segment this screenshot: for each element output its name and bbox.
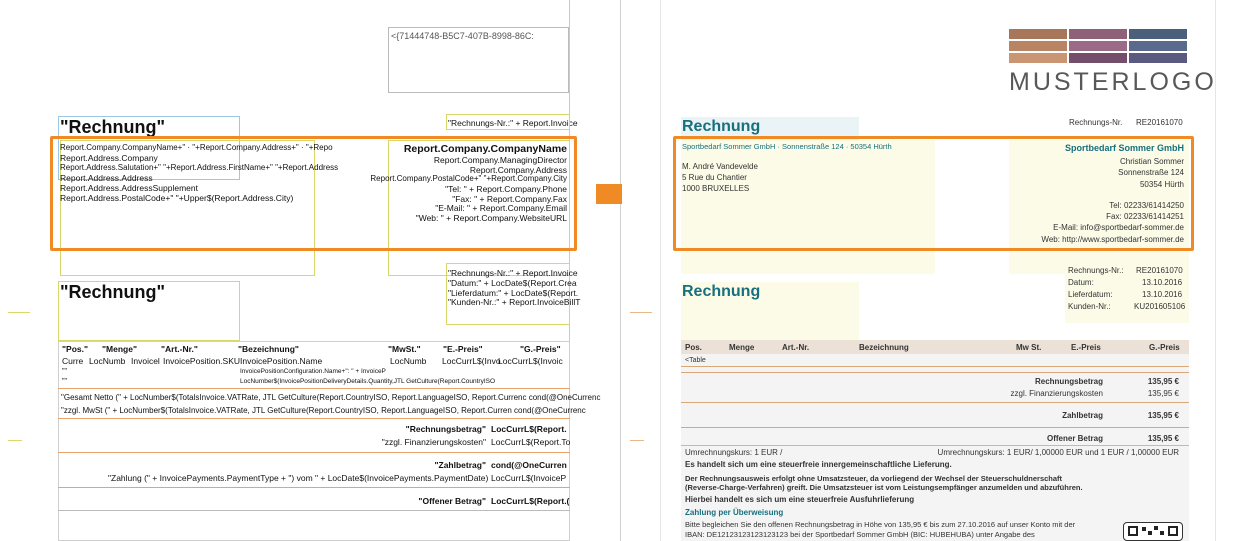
logo-guid-text: <{71444748-B5C7-407B-8998-86C:	[391, 31, 534, 41]
table-header-cell: Menge	[729, 343, 755, 352]
invoice-number-value: RE20161070	[1136, 118, 1183, 127]
company-line[interactable]: "E-Mail: " + Report.Company.Email	[435, 203, 567, 213]
exchange-rate-left: Umrechnungskurs: 1 EUR /	[685, 448, 783, 457]
table-header-cell: E.-Preis	[1071, 343, 1101, 352]
table-cell[interactable]: ""	[62, 368, 67, 375]
preview-page[interactable]	[660, 0, 1216, 541]
company-line: Fax: 02233/61414251	[1106, 212, 1184, 221]
meta-line[interactable]: "Lieferdatum:" + LocDate$(Report.	[448, 288, 579, 298]
table-divider	[58, 510, 570, 511]
invoice-number-label: Rechnungs-Nr.	[1069, 118, 1123, 127]
table-header-cell[interactable]: "E.-Preis"	[443, 344, 483, 354]
table-divider	[681, 445, 1189, 446]
rechnungsbetrag-value-expression[interactable]: LocCurrL$(Report.	[491, 424, 567, 434]
layout-pane[interactable]	[0, 0, 621, 541]
mwst-expression[interactable]: "zzgl. MwSt (" + LocNumber$(TotalsInvoice.VATRate, JTL GetCulture(Report.CountryISO, Report.LanguageISO, Report.Curren cond(@OneCurrenc	[61, 406, 586, 415]
table-divider	[681, 366, 1189, 367]
table-header-cell[interactable]: "Pos."	[62, 344, 89, 354]
company-line[interactable]: "Web: " + Report.Company.WebsiteURL	[415, 213, 567, 223]
offener-betrag-label: Offener Betrag	[1046, 434, 1103, 443]
company-line[interactable]: "Fax: " + Report.Company.Fax	[452, 194, 567, 204]
table-header-cell: Pos.	[685, 343, 702, 352]
invoice-heading: Rechnung	[682, 118, 761, 135]
table-sub-line[interactable]: LocNumber$(InvoicePositionDeliveryDetails.Quantity,JTL GetCulture(Report.CountryISO	[240, 378, 496, 385]
table-header-row	[681, 340, 1189, 354]
title-expression-1[interactable]: "Rechnung"	[60, 117, 166, 137]
table-header-cell: Mw St.	[1016, 343, 1042, 352]
meta-value: 13.10.2016	[1142, 278, 1183, 287]
netto-expression[interactable]: "Gesamt Netto (" + LocNumber$(TotalsInvoice.VATRate, JTL GetCulture(Report.CountryISO, Report.LanguageISO, Report.Currenc cond(@OneCurrenc	[61, 393, 601, 402]
address-line[interactable]: Report.Address.Salutation+" "+Report.Address.FirstName+" "+Report.Address	[60, 163, 339, 172]
title-expression-2[interactable]: "Rechnung"	[60, 282, 166, 302]
table-sub-line[interactable]: InvoicePositionConfiguration.Name+": " + InvoiceP	[240, 368, 386, 375]
table-placeholder: <Table	[685, 357, 706, 364]
ruler-marker	[8, 440, 22, 441]
zahlbetrag-value: 135,95 €	[1147, 411, 1179, 420]
tax-note-1: Es handelt sich um eine steuerfreie innergemeinschaftliche Lieferung.	[685, 460, 952, 469]
meta-value: KU201605106	[1134, 302, 1186, 311]
table-cell[interactable]: InvoicePosition.SKU	[163, 356, 241, 366]
table-header-cell[interactable]: "Bezeichnung"	[238, 344, 299, 354]
address-line[interactable]: Report.Address.Company	[60, 153, 158, 163]
zahlbetrag-value-expression[interactable]: cond(@OneCurren	[491, 460, 567, 470]
offener-betrag-value-expression[interactable]: LocCurrL$(Report.(	[491, 496, 570, 506]
meta-label: Kunden-Nr.:	[1068, 302, 1111, 311]
finanzierung-value: 135,95 €	[1147, 389, 1179, 398]
rechnungsbetrag-expression[interactable]: "Rechnungsbetrag"	[405, 424, 486, 434]
table-cell[interactable]: LocCurrL$(Invo	[442, 356, 501, 366]
table-cell[interactable]: LocNumb	[390, 356, 427, 366]
finanzierung-expression[interactable]: "zzgl. Finanzierungskosten"	[381, 437, 486, 447]
table-cell[interactable]: LocCurrL$(Invoic	[498, 356, 563, 366]
payment-expression[interactable]: "Zahlung (" + InvoicePayments.PaymentType + ") vom " + LocDate$(InvoicePayments.PaymentDate)	[108, 473, 489, 483]
meta-label: Lieferdatum:	[1068, 290, 1113, 299]
company-line[interactable]: Report.Company.Address	[469, 165, 567, 175]
table-cell[interactable]: LocNumb	[89, 356, 126, 366]
table-divider	[681, 372, 1189, 373]
invoice-heading-2: Rechnung	[682, 283, 761, 300]
payment-text-2: IBAN: DE12123123123123123 bei der Sportbedarf Sommer GmbH (BIC: HUBEHUBA) unter Angabe des	[685, 530, 1035, 539]
table-cell[interactable]: InvoicePosition.Name	[240, 356, 323, 366]
company-line: Tel: 02233/61414250	[1109, 201, 1184, 210]
ruler-marker	[630, 312, 652, 313]
company-line[interactable]: Report.Company.PostalCode+" "+Report.Company.City	[370, 174, 567, 183]
table-cell[interactable]: Curre	[62, 356, 84, 366]
address-line[interactable]: Report.Company.CompanyName+" · "+Report.Company.Address+" · "+Repo	[60, 143, 333, 152]
title-frame-2[interactable]	[58, 281, 240, 341]
table-cell[interactable]: ""	[62, 378, 67, 385]
meta-value: RE20161070	[1136, 266, 1183, 275]
meta-label: Rechnungs-Nr.:	[1068, 266, 1124, 275]
meta-line[interactable]: "Rechnungs-Nr.:" + Report.Invoice	[448, 268, 578, 278]
table-divider	[681, 402, 1189, 403]
offener-betrag-value: 135,95 €	[1147, 434, 1179, 443]
address-line[interactable]: Report.Address.PostalCode+" "+Upper$(Report.Address.City)	[60, 193, 294, 203]
meta-value: 13.10.2016	[1142, 290, 1183, 299]
zahlbetrag-expression[interactable]: "Zahlbetrag"	[434, 460, 486, 470]
table-divider	[58, 418, 570, 419]
company-line: E-Mail: info@sportbedarf-sommer.de	[1053, 223, 1184, 232]
finanzierung-label: zzgl. Finanzierungskosten	[1010, 389, 1103, 398]
tax-note-2b: (Reverse-Charge-Verfahren) greift. Die Umsatzsteuer ist vom Leistungsempfänger anzumelden und abzuführen.	[685, 483, 1083, 492]
logo-placeholder-box[interactable]	[388, 27, 569, 93]
sender-line: Sportbedarf Sommer GmbH · Sonnenstraße 124 · 50354 Hürth	[682, 142, 892, 151]
meta-line[interactable]: "Datum:" + LocDate$(Report.Crea	[448, 278, 577, 288]
offener-betrag-expression[interactable]: "Offener Betrag"	[418, 496, 486, 506]
highlight-frame-layout	[50, 136, 577, 251]
tax-note-3: Hierbei handelt es sich um eine steuerfreie Ausfuhrlieferung	[685, 495, 915, 504]
company-name-expression[interactable]: Report.Company.CompanyName	[403, 143, 567, 155]
table-divider	[58, 487, 570, 488]
rechnungsbetrag-label: Rechnungsbetrag	[1034, 377, 1103, 386]
rechnungsbetrag-value: 135,95 €	[1147, 377, 1179, 386]
address-line[interactable]: Report.Address.Address	[60, 173, 153, 183]
company-line: Christian Sommer	[1119, 157, 1184, 166]
zahlbetrag-label: Zahlbetrag	[1062, 411, 1103, 420]
finanzierung-value-expression[interactable]: LocCurrL$(Report.To	[491, 437, 571, 447]
table-header-cell[interactable]: "Menge"	[102, 344, 137, 354]
exchange-rate-right: Umrechnungskurs: 1 EUR/ 1,00000 EUR und 1 EUR / 1,00000 EUR	[937, 448, 1179, 457]
ruler-marker	[8, 312, 30, 313]
recipient-city: 1000 BRUXELLES	[682, 184, 750, 193]
table-header-cell[interactable]: "Art.-Nr."	[161, 344, 198, 354]
invoice-number-expression[interactable]: "Rechnungs-Nr.:" + Report.Invoice	[448, 118, 578, 128]
company-name: Sportbedarf Sommer GmbH	[1064, 143, 1184, 153]
table-divider	[58, 388, 570, 389]
company-line: Sonnenstraße 124	[1118, 168, 1184, 177]
address-line[interactable]: Report.Address.AddressSupplement	[60, 183, 198, 193]
company-line: 50354 Hürth	[1139, 180, 1184, 189]
table-header-cell: Art.-Nr.	[782, 343, 810, 352]
recipient-name: M. André Vandevelde	[682, 162, 758, 171]
invoice-number-frame[interactable]	[446, 114, 570, 130]
recipient-street: 5 Rue du Chantier	[682, 173, 747, 182]
tax-note-2a: Der Rechnungsausweis erfolgt ohne Umsatzsteuer, da vorliegend der Wechsel der Steuerschuldnerschaft	[685, 474, 1063, 483]
table-header-cell[interactable]: "G.-Preis"	[520, 344, 561, 354]
table-header-cell: G.-Preis	[1149, 343, 1180, 352]
qr-code-icon	[1123, 522, 1183, 541]
logo-graphic	[1009, 29, 1187, 65]
layout-page[interactable]	[58, 0, 601, 541]
ruler-marker	[630, 440, 644, 441]
logo-text: MUSTERLOGO	[1009, 68, 1217, 96]
meta-label: Datum:	[1068, 278, 1094, 287]
highlight-frame-preview	[673, 136, 1194, 251]
table-divider	[681, 427, 1189, 428]
table-cell[interactable]: Invoicel	[131, 356, 160, 366]
company-line: Web: http://www.sportbedarf-sommer.de	[1041, 235, 1184, 244]
meta-line[interactable]: "Kunden-Nr.:" + Report.InvoiceBillT	[448, 297, 581, 307]
table-header-cell: Bezeichnung	[859, 343, 909, 352]
payment-heading: Zahlung per Überweisung	[685, 508, 784, 517]
company-line[interactable]: "Tel: " + Report.Company.Phone	[445, 184, 567, 194]
table-divider	[58, 452, 570, 453]
payment-text-1: Bitte begleichen Sie den offenen Rechnungsbetrag in Höhe von 135,95 € bis zum 27.10.2016 auf unser Konto mit der	[685, 520, 1076, 529]
payment-value-expression[interactable]: LocCurrL$(InvoiceP	[491, 473, 567, 483]
table-header-cell[interactable]: "MwSt."	[388, 344, 421, 354]
company-line[interactable]: Report.Company.ManagingDirector	[433, 155, 567, 165]
